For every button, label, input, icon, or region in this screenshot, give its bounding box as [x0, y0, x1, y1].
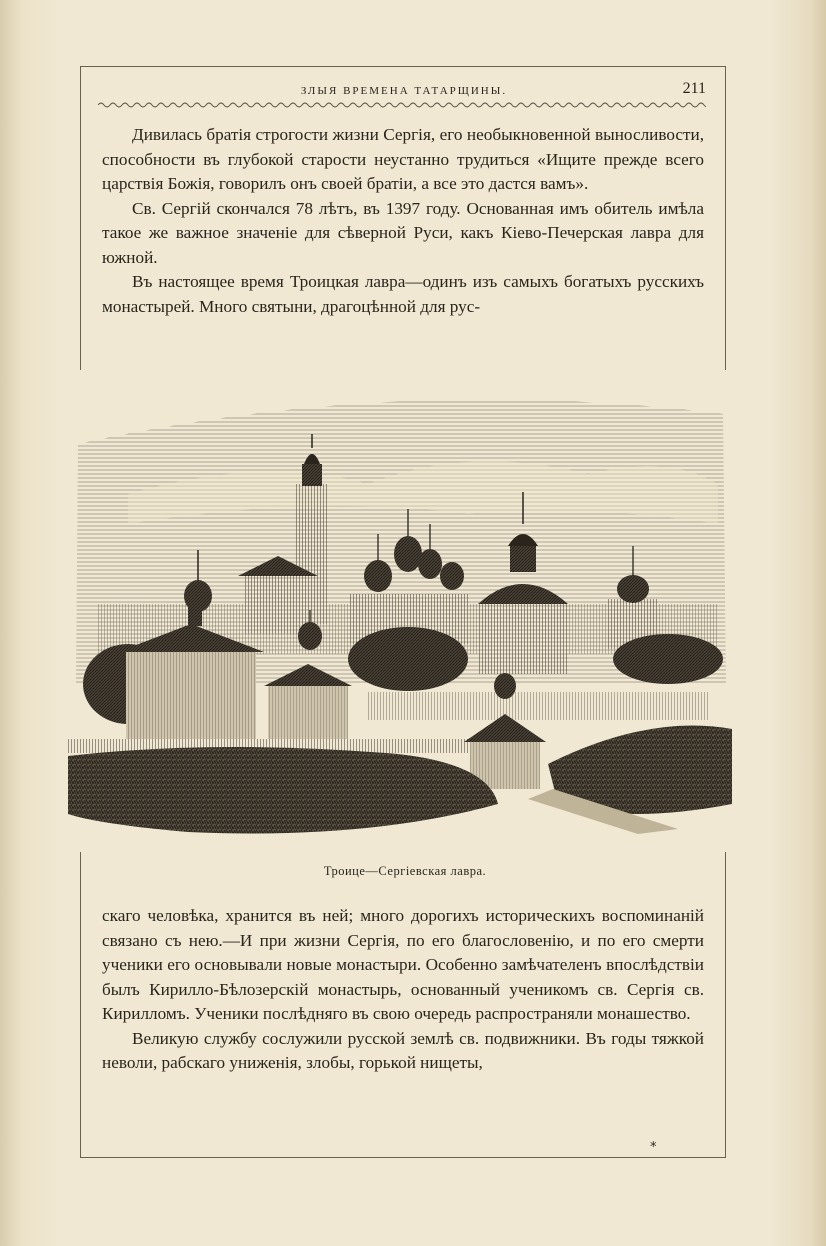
header-wavy-rule — [98, 100, 706, 110]
frame-left-rule-bottom — [80, 852, 81, 1158]
page-number: 211 — [682, 80, 706, 97]
frame-right-rule-bottom — [725, 852, 726, 1158]
frame-right-rule-top — [725, 66, 726, 370]
frame-top-rule — [80, 66, 726, 67]
paragraph: Великую службу сослужили русской землѣ св. подвижники. Въ годы тяжкой неволи, рабскаго униженія, злобы, горькой нищеты, — [102, 1028, 704, 1072]
body-text-top — [102, 123, 704, 319]
monastery-engraving-illustration — [68, 384, 732, 840]
frame-bottom-rule — [80, 1157, 726, 1158]
running-title: ЗЛЫЯ ВРЕМЕНА ТАТАРЩИНЫ. — [300, 85, 508, 97]
paragraph: Св. Сергій скончался 78 лѣтъ, въ 1397 году. Основанная имъ обитель имѣла такое же важное значеніе для сѣверной Руси, какъ Кіево-Печерская лавра для южной. — [102, 198, 704, 267]
page-header — [100, 82, 708, 102]
figure-caption: Троице—Сергіевская лавра. — [323, 864, 487, 878]
paragraph: Дивилась братія строгости жизни Сергія, его необыкновенной выносливости, способности въ глубокой старости неустанно трудиться «Ищите прежде всего царствія Божія, говорилъ онъ своей братіи, а все это дастся вамъ». — [102, 125, 704, 193]
frame-left-rule-top — [80, 66, 81, 370]
paragraph: Въ настоящее время Троицкая лавра—одинъ изъ самыхъ богатыхъ русскихъ монастырей. Много святыни, драгоцѣнной для рус- — [102, 272, 704, 316]
body-text-bottom — [102, 904, 704, 1076]
paragraph: скаго человѣка, хранится въ ней; много дорогихъ историческихъ воспоминаній связано съ нею.—И при жизни Сергія, по его благословенію, и по его смерти ученики его основывали новые монастыри. Особенно замѣчателенъ впослѣдствіи былъ Кирилло-Бѣлозерскій монастырь, основанный ученикомъ св. Сергія св. Кирилломъ. Ученики послѣдняго въ свою очередь распространяли монашество. — [102, 906, 704, 1023]
signature-mark: * — [650, 1140, 657, 1155]
